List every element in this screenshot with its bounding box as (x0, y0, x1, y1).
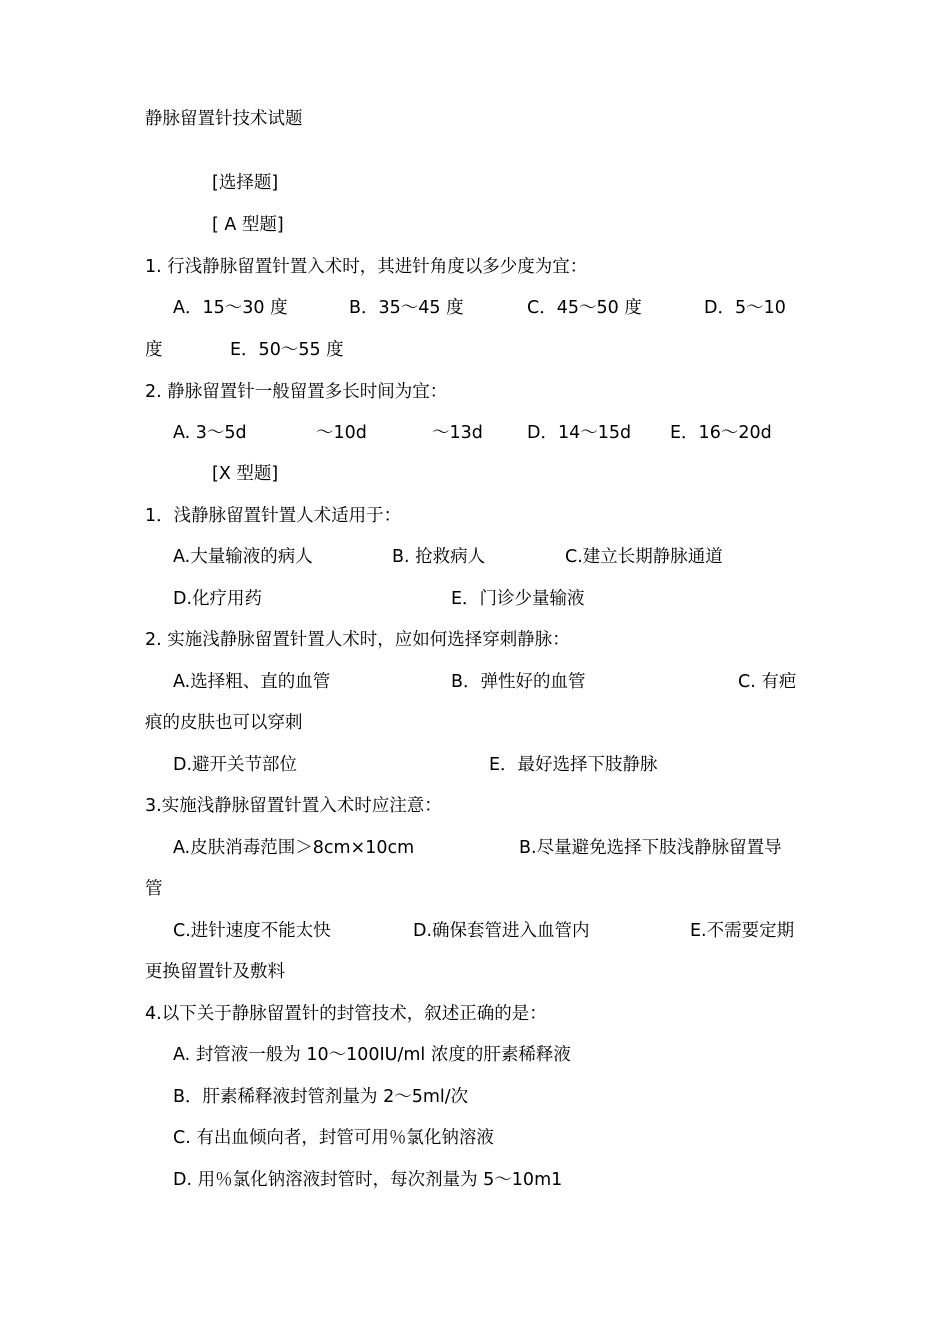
question-stem: 2. 静脉留置针一般留置多长时间为宜： (145, 382, 448, 402)
option-e: E．最好选择下肢静脉 (489, 755, 658, 775)
option-d: D.化疗用药 (173, 589, 263, 609)
option-b: B. 抢救病人 (392, 547, 486, 567)
option-d: D．14～15d (527, 423, 632, 443)
option-a: A.选择粗、直的血管 (173, 672, 331, 692)
option-d: D. 用％氯化钠溶液封管时，每次剂量为 5～10m1 (173, 1170, 563, 1190)
option-b: B．弹性好的血管 (451, 672, 586, 692)
option-e: E．门诊少量输液 (451, 589, 585, 609)
option-a: A．15～30 度 (173, 298, 288, 318)
option-c: C．45～50 度 (527, 298, 642, 318)
question-stem: 1．浅静脉留置针置人术适用于： (145, 506, 402, 526)
option-c: ～13d (432, 423, 483, 443)
option-b: ～10d (316, 423, 367, 443)
option-d: D.避开关节部位 (173, 755, 298, 775)
option-c: C.进针速度不能太快 (173, 921, 331, 941)
question-stem: 1. 行浅静脉留置针置入术时，其进针角度以多少度为宜： (145, 257, 588, 277)
option-a: A.大量输液的病人 (173, 547, 313, 567)
option-c: C. 有疤 (738, 672, 797, 692)
type-x-heading: [X 型题] (212, 464, 279, 484)
option-e-continued: 更换留置针及敷料 (145, 962, 285, 982)
option-a: A. 3～5d (173, 423, 247, 443)
option-a: A.皮肤消毒范围＞8cm×10cm (173, 838, 415, 858)
question-stem: 2. 实施浅静脉留置针置人术时，应如何选择穿刺静脉： (145, 630, 570, 650)
question-stem: 4.以下关于静脉留置针的封管技术，叙述正确的是： (145, 1004, 547, 1024)
option-a: A. 封管液一般为 10～100IU/ml 浓度的肝素稀释液 (173, 1045, 571, 1065)
option-e: E．16～20d (670, 423, 772, 443)
type-a-heading: [ A 型题] (212, 215, 284, 235)
option-e: E．50～55 度 (230, 340, 344, 360)
option-e: E.不需要定期 (690, 921, 795, 941)
option-d-continued: 度 (145, 340, 163, 360)
option-b: B.尽量避免选择下肢浅静脉留置导 (519, 838, 782, 858)
document-title: 静脉留置针技术试题 (145, 109, 303, 129)
option-b: B．肝素稀释液封管剂量为 2～5ml/次 (173, 1087, 469, 1107)
option-c: C.建立长期静脉通道 (565, 547, 723, 567)
option-d: D.确保套管进入血管内 (413, 921, 590, 941)
option-d: D．5～10 (704, 298, 786, 318)
option-c-continued: 痕的皮肤也可以穿刺 (145, 713, 303, 733)
section-heading: [选择题] (212, 173, 279, 193)
question-stem: 3.实施浅静脉留置针置入术时应注意： (145, 796, 442, 816)
option-b: B．35～45 度 (349, 298, 464, 318)
option-c: C. 有出血倾向者，封管可用％氯化钠溶液 (173, 1128, 494, 1148)
option-b-continued: 管 (145, 879, 163, 899)
